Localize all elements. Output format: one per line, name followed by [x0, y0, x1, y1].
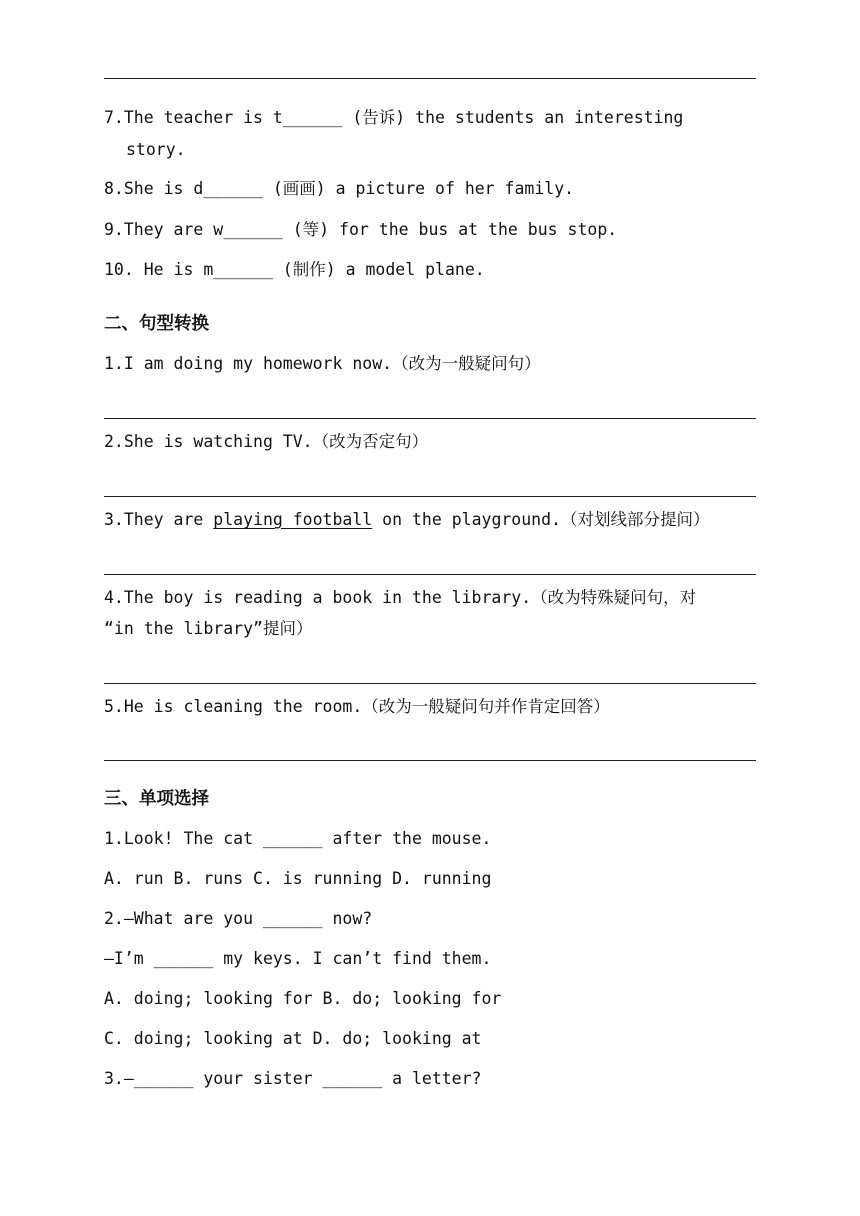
mc-line-6: C. doing; looking at D. do; looking at	[104, 1029, 482, 1048]
question-7-line-2: story.	[126, 140, 186, 159]
q3-after: on the playground.（对划线部分提问）	[372, 510, 710, 529]
question-9: 9.They are w______ (等) for the bus at the bus stop.	[104, 220, 618, 239]
question-10: 10. He is m______ (制作) a model plane.	[104, 260, 485, 279]
mc-line-2: A. run B. runs C. is running D. running	[104, 869, 492, 888]
transform-question-4-line-1: 4.The boy is reading a book in the library.（改为特殊疑问句，对	[104, 588, 697, 607]
answer-line-5	[104, 760, 756, 761]
transform-question-1: 1.I am doing my homework now.（改为一般疑问句）	[104, 354, 541, 373]
mc-line-1: 1.Look! The cat ______ after the mouse.	[104, 829, 492, 848]
answer-line-1	[104, 418, 756, 419]
answer-line-2	[104, 496, 756, 497]
transform-question-4-line-2: “in the library”提问）	[104, 619, 313, 638]
question-8: 8.She is d______ (画画) a picture of her family.	[104, 179, 575, 198]
q3-underlined-phrase: playing football	[213, 510, 373, 529]
q3-before: 3.They are	[104, 510, 214, 529]
mc-line-7: 3.—______ your sister ______ a letter?	[104, 1069, 482, 1088]
question-7-line-1: 7.The teacher is t______ (告诉) the students an interesting	[104, 108, 684, 127]
transform-question-2: 2.She is watching TV.（改为否定句）	[104, 432, 429, 451]
transform-question-3	[104, 509, 709, 531]
section-heading-sentence-transformation: 二、句型转换	[104, 314, 209, 334]
top-rule	[104, 78, 756, 79]
answer-line-3	[104, 574, 756, 575]
answer-line-4	[104, 683, 756, 684]
mc-line-4: —I’m ______ my keys. I can’t find them.	[104, 949, 492, 968]
transform-question-5: 5.He is cleaning the room.（改为一般疑问句并作肯定回答）	[104, 697, 610, 716]
section-heading-multiple-choice: 三、单项选择	[104, 789, 209, 809]
mc-line-3: 2.—What are you ______ now?	[104, 909, 373, 928]
mc-line-5: A. doing; looking for B. do; looking for	[104, 989, 502, 1008]
